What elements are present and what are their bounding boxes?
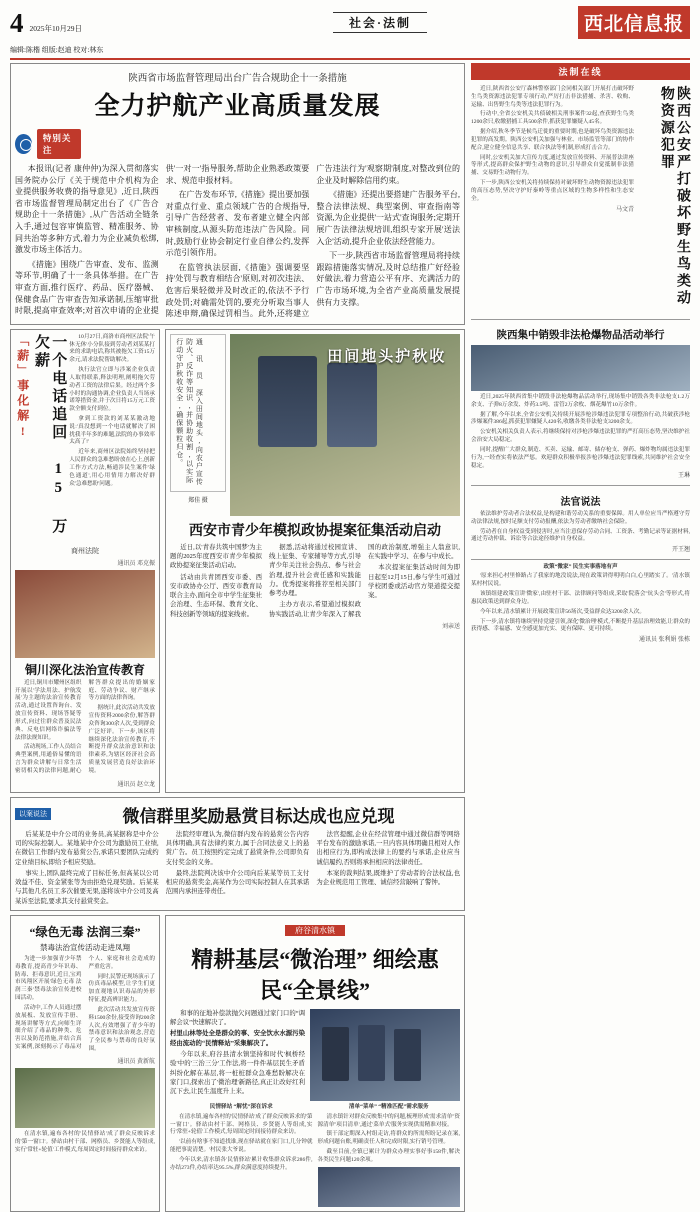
- bird-para: 近日,陕西省公安厅森林警察部门会同相关部门开展打击破坏野生鸟类资源违法犯罪专项行动,严厉打击非法猎捕、杀害、收购、运输、出售野生鸟类等违法犯罪行为。: [471, 86, 634, 108]
- youth-para: 近日,以'青春共筑中国梦'为主题的2025年度西安市青少年模拟政协提案征集活动启动。: [170, 543, 262, 570]
- left-center-region: [10, 63, 465, 1171]
- green-title: “绿色无毒 法润三秦”: [29, 924, 141, 939]
- fugu-sub3-title: 清单“菜单” “精准匹配”需求服务: [348, 1103, 429, 1110]
- lead-kicker: 陕西省市场监督管理局出台广告合规助企十一条措施: [128, 74, 347, 84]
- fugu-right-continuation: [471, 560, 690, 1153]
- bird-crime-story: [471, 83, 690, 320]
- lead-body-wrap: [15, 127, 460, 161]
- fugu-lead: 和事的征地补偿款抛欠问题通过家门口的“调解会议”快速解决了。: [170, 1009, 305, 1027]
- paper-nameplate: 西北信息报: [578, 6, 690, 39]
- page-columns: [10, 63, 690, 1171]
- youth-para: 活动由共青团西安市委、西安市政协办公厅、西安市教育局联合主办,面向全市中学生征集社会治理、生态环保、教育文化、科技创新等领域的提案线索。: [170, 573, 262, 618]
- wage-para: 拿到工资款的刘某某激动地说:'真没想到一个电话就解决了困扰我半年多的难题,法院的办事效率太高了!': [69, 416, 155, 446]
- green-byline: 通讯员 黄新航: [117, 1058, 155, 1065]
- tongchuan-para: 活动现场,工作人员结合典型案例,用通俗易懂的语言为群众讲解与日常生活密切相关的法律问题,耐心解答群众提出的婚姻家庭、劳动争议、财产继承等方面的法律咨询。: [15, 679, 155, 774]
- fugu-photo-wrap: [310, 1009, 460, 1101]
- lead-para: 在广告发布环节,《措施》提出要加强对重点行业、重点领域广告的合规指导,引导广告经营者、发布者建立健全内部审核制度,从源头防范违法广告风险。同时,鼓励行业协会制定行业自律公约,发挥示范引领作用。: [165, 190, 310, 258]
- judge-para: 依法维护劳动者合法权益,是构建和谐劳动关系的重要保障。用人单位应当严格遵守劳动法律法规,按时足额支付劳动报酬,依法为劳动者缴纳社会保险。: [471, 510, 690, 525]
- lead-para: 下一步,陕西省市场监督管理局将持续跟踪措施落实情况,及时总结推广好经验好做法,着力营造公平有序、充满活力的广告市场环境,为全省产业高质量发展提供有力支撑。: [316, 251, 460, 307]
- photo-note-text: [170, 334, 226, 492]
- green-para: 为进一步加强青少年禁毒教育,提高青少年识毒、防毒、拒毒意识,近日,宝鸡市凤翔区开展'绿色无毒 法润三秦'禁毒法治宣传进校园活动。: [15, 955, 82, 1002]
- lead-para: 《措施》还提出要搭建广告服务平台,整合法律法规、典型案例、审查指南等资源,为企业提供'一站式'查询服务;定期开展广告法律法规培训,组织专家开展'送法入企'活动,提升企业依法经营能力。: [316, 190, 460, 246]
- fugu-sub2-title: 民情驿站 “解忧”深在诉求: [209, 1103, 273, 1110]
- publication-date: 2025年10月29日: [29, 24, 82, 33]
- wage-para: 10月27日,商洛市商州区法院'午休无休'小分队接到劳动者刘某某打来的求助电话,称其被拖欠工资15万余元,请求法院帮助解决。: [69, 333, 155, 364]
- youth-para: 据悉,活动将通过校园宣讲、线上征集、专家辅导等方式,引导青少年关注社会热点、参与社会治理,提升社会责任感和实践能力。优秀提案将推荐至相关部门参考办理。: [269, 543, 361, 598]
- photo-figure: [258, 356, 318, 447]
- green-extra: [15, 1131, 155, 1154]
- youth-para: 主办方表示,希望通过模拟政协实践活动,让青少年深入了解我国的政治制度,增强主人翁意识,在实践中学习、在参与中成长。: [269, 543, 460, 618]
- bird-title: 陕西公安严打破坏野生鸟类动物资源犯罪: [658, 86, 690, 307]
- green-subtitle: 禁毒法治宣传活动走进凤翔: [40, 942, 130, 952]
- bird-para: 下一步,陕西公安机关将持续保持对破坏野生动物资源违法犯罪的高压态势,坚决守护好秦岭等重点区域的生物多样性和生态安全。: [471, 180, 634, 202]
- badge-row: [15, 129, 81, 159]
- fugu-story: [165, 915, 465, 1212]
- lead-badge-wrap: [15, 127, 81, 161]
- youth-congress-body: [170, 543, 460, 619]
- wechat-para: 后某某是中介公司的业务员,高某据称是中介公司的实际控制人。某地某中介公司为激励员工业绩,在微信工作群内发布悬赏公告,承诺只要团队完成约定业绩目标,即给予相应奖励。: [15, 830, 159, 866]
- bottom-band: [10, 915, 465, 1212]
- gun-para: 公安机关相关负责人表示,将继续保持对涉枪涉爆违法犯罪的严打高压态势,坚决维护社会治安大局稳定。: [471, 429, 690, 444]
- lead-para: 本报讯(记者 康仲仲)为深入贯彻落实国务院办公厅《关于规范中介机构为企业提供服务收费的指导意见》,近日,陕西省市场监督管理局制定出台了《广告合规助企十一条措施》,从广告活动全链条入手,通过包容审慎监管、精准服务、协同共治等多种方式,着力为企业减负松绑,激发市场主体活力。: [15, 164, 159, 255]
- staff-credits: 编辑:陈楷 组版:赵迪 校对:林东: [10, 46, 104, 54]
- wechat-para: 法官提醒,企业在经营管理中通过微信群等网络平台发布的激励承诺,一旦内容具体明确且相对人作出相应行为,即构成法律上的要约与承诺,企业应当诚信履约,否则将承担相应的法律责任。: [316, 830, 460, 866]
- bird-body-left: [471, 86, 634, 316]
- masthead-right: [540, 6, 690, 39]
- field-photo: [230, 334, 460, 516]
- fugu-sub2-p2: '以前有啥事不知道找谁,现在驿站就在家门口,几分钟就能把事说清楚。'村民张大爷说。: [170, 1139, 313, 1154]
- wage-para: 近年来,商州区法院始终坚持把人民群众的急难愁盼放在心上,创新工作方式方法,畅通涉民生案件'绿色通道',用心用情用力解决好群众'急难愁盼'问题。: [69, 449, 155, 487]
- fugu-sub4-p2: 该镇组建政策宣讲'微家',由驻村干部、法律顾问等组成,采取'院落会''炕头会'等形式,将惠民政策送到群众身边。: [471, 591, 690, 605]
- judge-body: [471, 511, 690, 555]
- fugu-sub4-p4: 下一步,清水镇将继续坚持党建引领,深化'微治理'模式,不断提升基层治理效能,让群众的获得感、幸福感、安全感更加充实、更有保障、更可持续。: [471, 618, 690, 633]
- wage-title-sub: 「薪」事化解!: [15, 333, 30, 441]
- wage-para: 执行法官立即与涉案企业负责人取得联系,释法明理,阐明拖欠劳动者工资的法律后果。经过两个多小时的沟通协调,企业负责人当场承诺筹措资金,并于次日将15万元工资款全额支付到位。: [69, 367, 155, 413]
- tongchuan-photo: [15, 570, 155, 658]
- masthead-left: [10, 6, 220, 55]
- wechat-para: 本案的裁判结果,既维护了劳动者的合法权益,也为企业规范用工管理、诚信经营敲响了警钟。: [316, 869, 460, 887]
- gun-body: [471, 394, 690, 481]
- gun-story: [471, 320, 690, 486]
- fugu-lead-col: [170, 1009, 305, 1101]
- fugu-top: [170, 1009, 460, 1101]
- fugu-photo: [310, 1009, 460, 1101]
- lead-para: 在监管执法层面,《措施》强调要坚持'处罚与教育相结合'原则,对初次违法、危害后果轻微并及时改正的,依法不予行政处罚;对确需处罚的,要充分听取当事人陈述申辩,确保过罚相当。此外,还将建立广告违法行为'观察期'制度,对整改到位的企业及时解除信用约束。: [165, 164, 460, 319]
- tongchuan-para: 近日,铜川市耀州区组织开展以'学法用法、护航发展'为主题的法治宣传教育活动,通过设置咨询台、发放宣传资料、现场答疑等形式,向过往群众普及民法典、反电信网络诈骗法等法律法规知识。: [15, 679, 82, 741]
- judge-says-story: [471, 486, 690, 560]
- wage-story: [10, 329, 160, 793]
- green-para: 活动中,工作人员通过摆放展板、发放宣传手册、现场讲解等方式,向师生详细介绍了毒品的种类、危害以及防范措施,并结合真实案例,深刻揭示了毒品对个人、家庭和社会造成的严重危害。: [15, 955, 155, 1051]
- field-photo-block: [165, 329, 465, 793]
- wage-body: [69, 334, 155, 544]
- fugu-bottom: [170, 1104, 460, 1207]
- wage-byline: 通讯员 邓克振: [117, 560, 155, 567]
- youth-byline: 刘亲送: [441, 623, 460, 630]
- lead-body: [15, 163, 460, 320]
- photo-figure: [394, 1029, 421, 1081]
- fugu-banner: 府谷清水镇: [285, 925, 345, 936]
- fugu-headline: 精耕基层“微治理” 细绘惠民“全景线”: [191, 946, 439, 1003]
- lead-badge: 特别关注: [37, 129, 81, 159]
- wechat-para: 法院经审理认为,微信群内发布的悬赏公告内容具体明确,具有法律约束力,属于合同法意义上的悬赏广告。员工按照约定完成了悬赏条件,公司即负有支付奖金的义务。: [165, 830, 310, 866]
- focus-icon: [15, 134, 32, 154]
- fugu-sub3-p1: 清水镇针对群众反映集中的问题,梳理形成'需求清单''资源清单''项目清单',通过'菜单式'服务实现供需精准对接。: [317, 1113, 460, 1128]
- fugu-col-1: [170, 1104, 313, 1207]
- fugu-sub1-body: 今年以来,府谷县清水镇坚持和时代'枫桥经验'中的'三治三分'工作法,将一件件基层民生矛盾纠纷化解在基层,将一桩桩群众急难愁盼解决在家门口,探索出了'微治理'新路径,真正让改好红利沉下去,让民生温度升上来。: [170, 1051, 305, 1096]
- fugu-col-2: [318, 1104, 461, 1207]
- photo-figure: [358, 1025, 385, 1080]
- fugu-sub4-p1: '原来担心村里修路占了我家的地没说法,现在政策讲得明明白白,心里踏实了。'清水镇某村村民说。: [471, 573, 690, 588]
- bird-para: 据介绍,秋冬季节是候鸟迁徙的重要时期,也是破坏鸟类资源违法犯罪的高发期。陕西公安机关加强与林业、市场监管等部门的协作配合,建立健全信息共享、联合执法等机制,形成打击合力。: [471, 129, 634, 151]
- gun-para: 近日,2025年陕西省集中销毁非法枪爆物品活动举行,现场集中销毁各类非法枪支1.2万余支、子弹8万余发、炸药3.5吨、雷管2万余枚、烟花爆竹10万余件。: [471, 394, 690, 408]
- tongchuan-para: 据统计,此次活动共发放宣传资料2000余份,解答群众咨询300余人次,受到群众广泛好评。下一步,该区将继续深化法治宣传教育,不断提升群众法治意识和法律素养,为辖区经济社会高质量发展营造良好法治环境。: [88, 705, 155, 774]
- lead-story: [10, 63, 465, 325]
- wechat-story: [10, 797, 465, 911]
- photo-figure: [327, 363, 378, 447]
- fugu-photo-2: [318, 1167, 461, 1207]
- fugu-byline: 通讯员 张利娟 张栋: [638, 637, 690, 644]
- tongchuan-body: [15, 680, 155, 777]
- fugu-sub1-title: 村里山林等处全是群众的事、安全饮水水源污染经由流动的“民情释站”采集解决了。: [170, 1030, 305, 1047]
- judge-title: 法官说法: [560, 496, 601, 508]
- gun-para: 据了解,今年以来,全省公安机关持续开展涉枪涉爆违法犯罪专项整治行动,共破获涉枪涉爆案件386起,抓获犯罪嫌疑人420名,收缴各类非法枪支3200余支。: [471, 411, 690, 426]
- gun-title: 陕西集中销毁非法枪爆物品活动举行: [496, 330, 665, 341]
- youth-congress-title: 西安市青少年模拟政协提案征集活动启动: [189, 523, 441, 539]
- photo-overlay-caption: 田间地头护秋收: [327, 348, 447, 365]
- photo-note-vertical: 通 讯 员 深入田间地头,向农户宣传防火、反诈等知识,并协助收割,以实际行动守护秋收安全,确保颗粒归仓。: [175, 337, 204, 486]
- bird-para: 行动中,全省公安机关共侦破相关刑事案件32起,查获野生鸟类1200余只,收缴猎捕工具500余件,抓获犯罪嫌疑人45名。: [471, 111, 634, 126]
- masthead-center: [220, 6, 540, 33]
- legal-online-header: 法制在线: [471, 63, 690, 80]
- green-story: [10, 915, 160, 1212]
- bird-byline: 马文青: [615, 206, 634, 213]
- photo-credit: 郑佳 摄: [188, 497, 208, 504]
- green-body: [15, 956, 155, 1054]
- lead-para: 《措施》围绕广告审查、发布、监测等环节,明确了十一条具体举措。在广告审查方面,推行医疗、药品、医疗器械、保健食品广告审查告知承诺制,压缩审批时限,提高审查效率;对首次申请的企业提供'一对一'指导服务,帮助企业熟悉政策要求、规范申报材料。: [15, 164, 310, 316]
- wage-title-main: 一个电话追回 15 万欠薪: [33, 333, 67, 536]
- youth-para: 本次提案征集活动时间为即日起至12月15日,参与学生可通过学校团委或活动官方渠道提交提案。: [368, 564, 460, 600]
- fugu-sub4-p3: 今年以来,清水镇累计开展政策宣讲56场次,受益群众达3200余人次。: [479, 608, 645, 615]
- fugu-sub4: [471, 564, 690, 645]
- tongchuan-title: 铜川深化法治宣传教育: [24, 662, 145, 677]
- green-photo: [15, 1068, 155, 1128]
- wechat-title: 微信群里奖励悬赏目标达成也应兑现: [122, 806, 395, 826]
- wechat-body: [15, 830, 460, 906]
- fugu-sub4-title: 政策“微家” 民生实事落地有声: [543, 563, 618, 570]
- fugu-sub2-p1: 在清水镇,遍布各村的'民情驿站'成了群众反映诉求的'第一窗口'。驿站由村干部、网格员、乡贤能人等组成,实行'常驻+轮值'工作模式,每周固定时间接待群众来访。: [170, 1113, 313, 1136]
- lead-headline: 全力护航产业高质量发展: [94, 93, 381, 120]
- wechat-para: 事实上,团队最终完成了目标任务,但高某以公司效益不佳、资金紧张等为由拒绝兑现奖励。后某某与其他几名员工多次催要无果,遂将该中介公司及高某诉至法院,要求其支付悬赏奖金。: [15, 869, 159, 905]
- photo-figure: [322, 1027, 349, 1080]
- gun-byline: 王琳: [677, 473, 690, 480]
- green-extra-para: 在清水镇,遍布各村的'民情驿站'成了群众反映诉求的'第一窗口'。驿站由村干部、网格员、乡贤能人等组成,实行'常驻+轮值'工作模式,每周固定时间接待群众来访。: [15, 1130, 155, 1153]
- green-para: 此次活动共发放宣传资料1500余份,接受咨询200余人次,有效增强了青少年的禁毒意识和法治观念,营造了全民参与禁毒的良好氛围。: [88, 1006, 155, 1053]
- bird-para: 同时,公安机关加大宣传力度,通过发放宣传资料、开展普法讲座等形式,提高群众保护野生动物的意识,引导群众自觉抵制非法猎捕、交易野生动物行为。: [471, 154, 634, 177]
- right-column: [471, 63, 690, 1153]
- fugu-sub2-p3: 今年以来,清水镇各'民情驿站'累计收集群众诉求286件,办结273件,办结率达95.5%,群众满意度持续提升。: [170, 1156, 313, 1171]
- masthead: [10, 6, 690, 60]
- gun-photo: [471, 345, 690, 391]
- section-title: 社会·法制: [333, 12, 427, 33]
- middle-band: [10, 329, 465, 793]
- case-law-logo: 以案说法: [15, 808, 51, 820]
- fugu-sub3-p3: 截至目前,全镇已累计为群众办理实事好事158件,解决各类民生问题120余项。: [317, 1149, 460, 1163]
- gun-para: 同时,提醒广大群众,制造、买卖、运输、邮寄、储存枪支、弹药、爆炸物均属违法犯罪行为,一经查实将依法严惩。欢迎群众积极举报涉枪涉爆违法犯罪线索,共同维护社会安全稳定。: [471, 446, 690, 469]
- wechat-para: 最终,法院判决该中介公司向后某某等员工支付相应的悬赏奖金,高某作为公司实际控制人在其承诺范围内承担连带责任。: [165, 869, 310, 896]
- photo-note: [170, 334, 226, 516]
- tongchuan-byline: 通讯员 赵立龙: [117, 781, 155, 788]
- green-para: 同时,民警还现场演示了仿真毒品模型,让学生们更加直观地认识毒品的外形特征,提高辨识能力。: [88, 973, 155, 1004]
- fugu-sub3-p2: 镇干部定期深入村组走访,将群众的所需所盼记录在案,形成问题台账,明确责任人和完成时限,实行销号管理。: [317, 1131, 460, 1146]
- judge-para: 劳动者在自身权益受到侵害时,应当注意保存劳动合同、工资条、考勤记录等证据材料,通过劳动仲裁、诉讼等合法途径维护自身权益。: [471, 528, 690, 543]
- judge-byline: 开王翘: [671, 547, 690, 554]
- wage-source: 商州法院: [71, 546, 99, 555]
- page-number: 4: [10, 8, 24, 38]
